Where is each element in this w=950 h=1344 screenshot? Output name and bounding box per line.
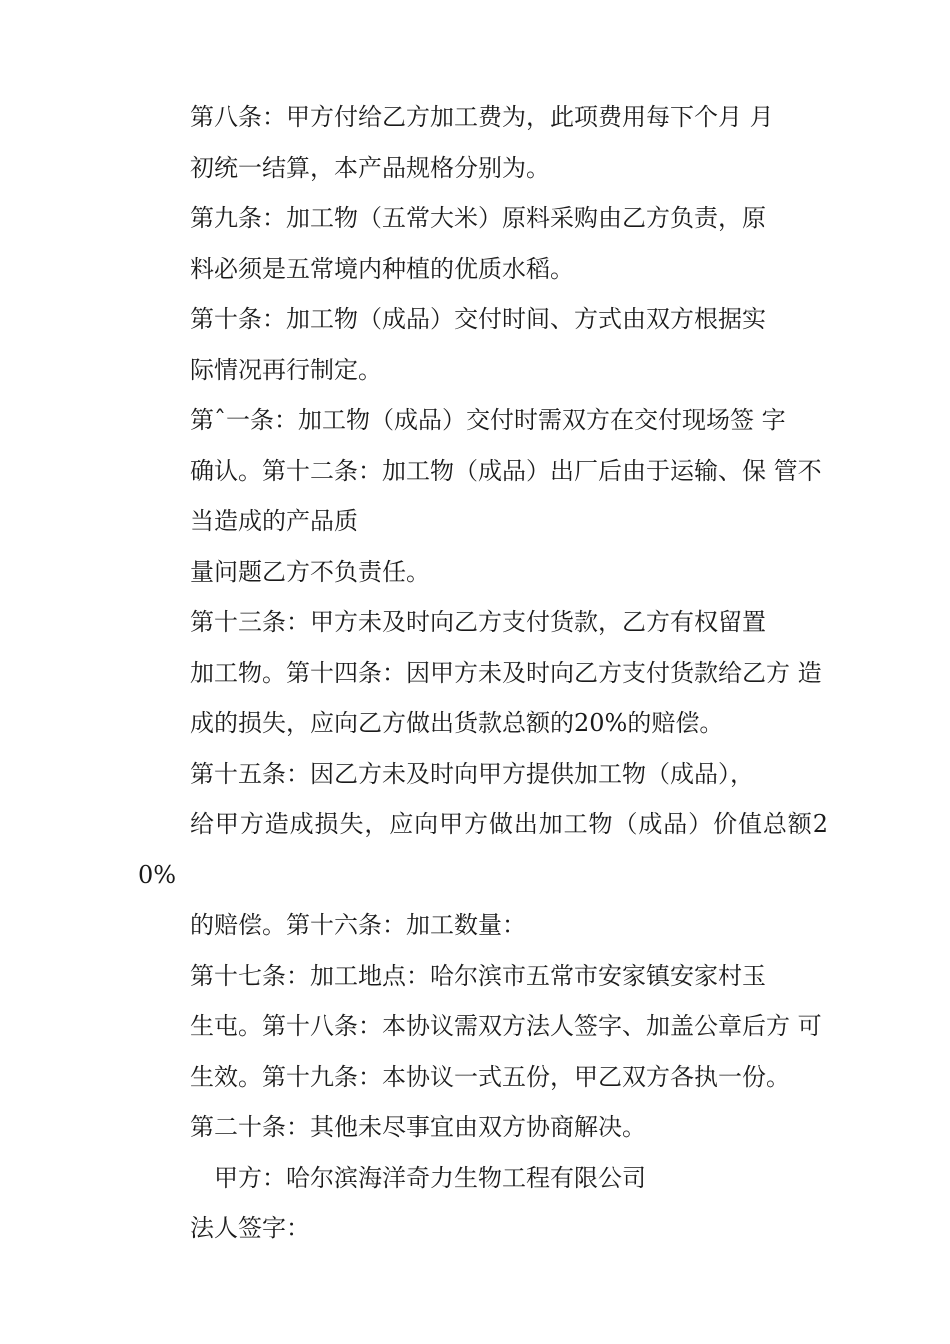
article-13-14 <box>138 597 828 749</box>
article-12-continuation <box>138 547 828 598</box>
article-15-16 <box>138 749 828 951</box>
text-line: 第十三条：甲方未及时向乙方支付货款，乙方有权留置 <box>190 608 766 636</box>
article-17-19 <box>138 951 828 1103</box>
article-11-12 <box>138 395 828 547</box>
text-line: 生屯。第十八条：本协议需双方法人签字、加盖公章后方 可 <box>190 1012 822 1040</box>
text-line: 的赔偿。第十六条：加工数量： <box>190 911 526 939</box>
text-line: 生效。第十九条：本协议一式五份，甲乙双方各执一份。 <box>190 1062 790 1091</box>
text-line: 甲方：哈尔滨海洋奇力生物工程有限公司 <box>214 1163 646 1192</box>
text-line: 第ˆ一条：加工物（成品）交付时需双方在交付现场签 字 <box>190 406 786 434</box>
document-body <box>138 92 828 1254</box>
party-a-line <box>138 1153 828 1204</box>
text-line: 初统一结算，本产品规格分别为。 <box>190 153 550 182</box>
article-9 <box>138 193 828 294</box>
article-8 <box>138 92 828 193</box>
text-line: 第十条：加工物（成品）交付时间、方式由双方根据实 <box>190 305 766 333</box>
text-line: 第十五条：因乙方未及时向甲方提供加工物（成品）， <box>190 759 754 788</box>
text-line: 第九条：加工物（五常大米）原料采购由乙方负责，原 <box>190 204 766 232</box>
article-10 <box>138 294 828 395</box>
text-line: 成的损失，应向乙方做出货款总额的20%的赔偿。 <box>190 709 724 737</box>
text-line: 确认。第十二条：加工物（成品）出厂后由于运输、保 管不 <box>190 456 822 485</box>
text-line: 第八条：甲方付给乙方加工费为，此项费用每下个月 月 <box>190 103 774 131</box>
text-line: 际情况再行制定。 <box>190 355 382 384</box>
article-20 <box>138 1102 828 1153</box>
legal-signature-line <box>138 1203 828 1254</box>
text-line: 法人签字： <box>190 1214 310 1242</box>
text-line: 给甲方造成损失，应向甲方做出加工物（成品）价值总额20% <box>138 810 828 889</box>
text-line: 加工物。第十四条：因甲方未及时向乙方支付货款给乙方 造 <box>190 658 822 687</box>
text-line: 第十七条：加工地点：哈尔滨市五常市安家镇安家村玉 <box>190 961 766 990</box>
text-line: 量问题乙方不负责任。 <box>190 557 430 586</box>
text-line: 料必须是五常境内种植的优质水稻。 <box>190 254 574 283</box>
text-line: 第二十条：其他未尽事宜由双方协商解决。 <box>190 1113 646 1141</box>
text-line: 当造成的产品质 <box>190 507 358 535</box>
